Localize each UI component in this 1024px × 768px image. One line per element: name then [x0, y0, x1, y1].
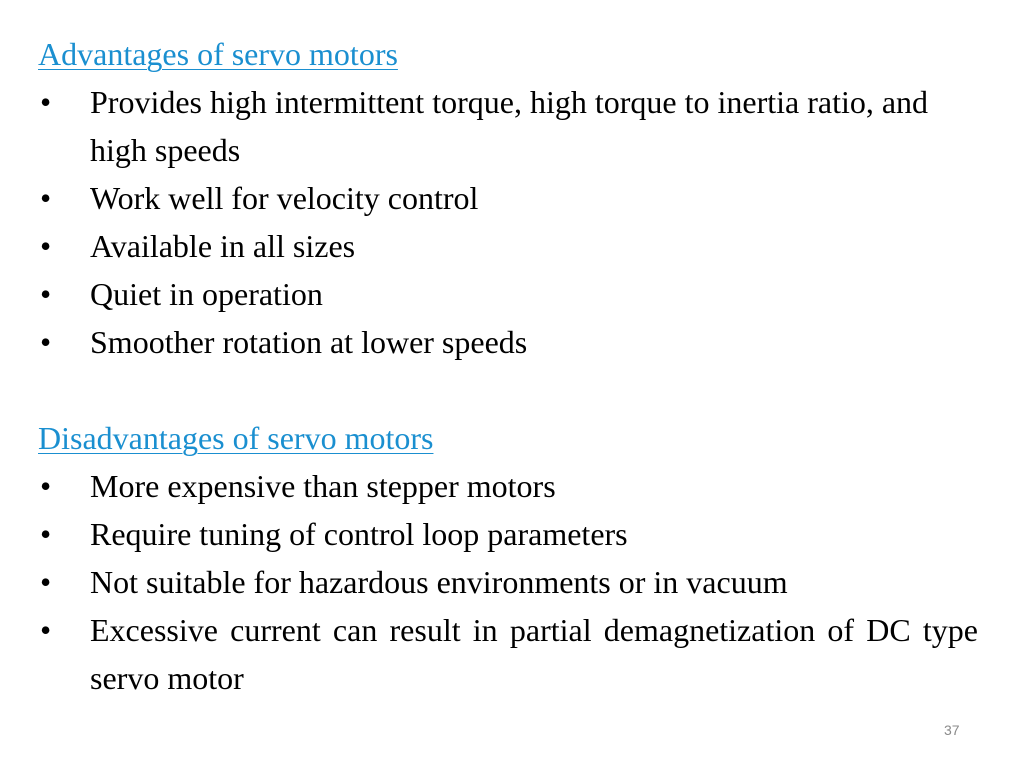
bullet: •	[40, 324, 52, 360]
list-item-text: Provides high intermittent torque, high torque to inertia ratio, and high speeds	[90, 84, 929, 168]
list-item	[38, 78, 978, 174]
list-item-text: Excessive current can result in partial demagnetization of DC type servo motor	[90, 612, 978, 696]
bullet: •	[40, 276, 52, 312]
bullet: •	[40, 180, 52, 216]
list-item	[38, 222, 988, 270]
list-item-text: Smoother rotation at lower speeds	[90, 324, 528, 360]
disadvantages-section	[38, 414, 988, 702]
list-item-text: More expensive than stepper motors	[90, 468, 556, 504]
list-item	[38, 174, 988, 222]
bullet: •	[40, 612, 52, 648]
list-item-text: Work well for velocity control	[90, 180, 479, 216]
bullet: •	[40, 468, 52, 504]
list-item	[38, 606, 978, 702]
list-item	[38, 510, 988, 558]
list-item	[38, 270, 988, 318]
list-item-text: Quiet in operation	[90, 276, 323, 312]
bullet: •	[40, 516, 52, 552]
advantages-list	[38, 78, 988, 366]
bullet: •	[40, 564, 52, 600]
bullet: •	[40, 84, 52, 120]
list-item	[38, 318, 988, 366]
list-item	[38, 558, 988, 606]
list-item-text: Not suitable for hazardous environments or in vacuum	[90, 564, 788, 600]
page-number: 37	[944, 722, 960, 738]
list-item	[38, 462, 988, 510]
advantages-section	[38, 30, 988, 366]
disadvantages-list	[38, 462, 988, 702]
bullet: •	[40, 228, 52, 264]
advantages-heading: Advantages of servo motors	[38, 36, 398, 72]
disadvantages-heading: Disadvantages of servo motors	[38, 420, 434, 456]
list-item-text: Available in all sizes	[90, 228, 356, 264]
list-item-text: Require tuning of control loop parameters	[90, 516, 628, 552]
